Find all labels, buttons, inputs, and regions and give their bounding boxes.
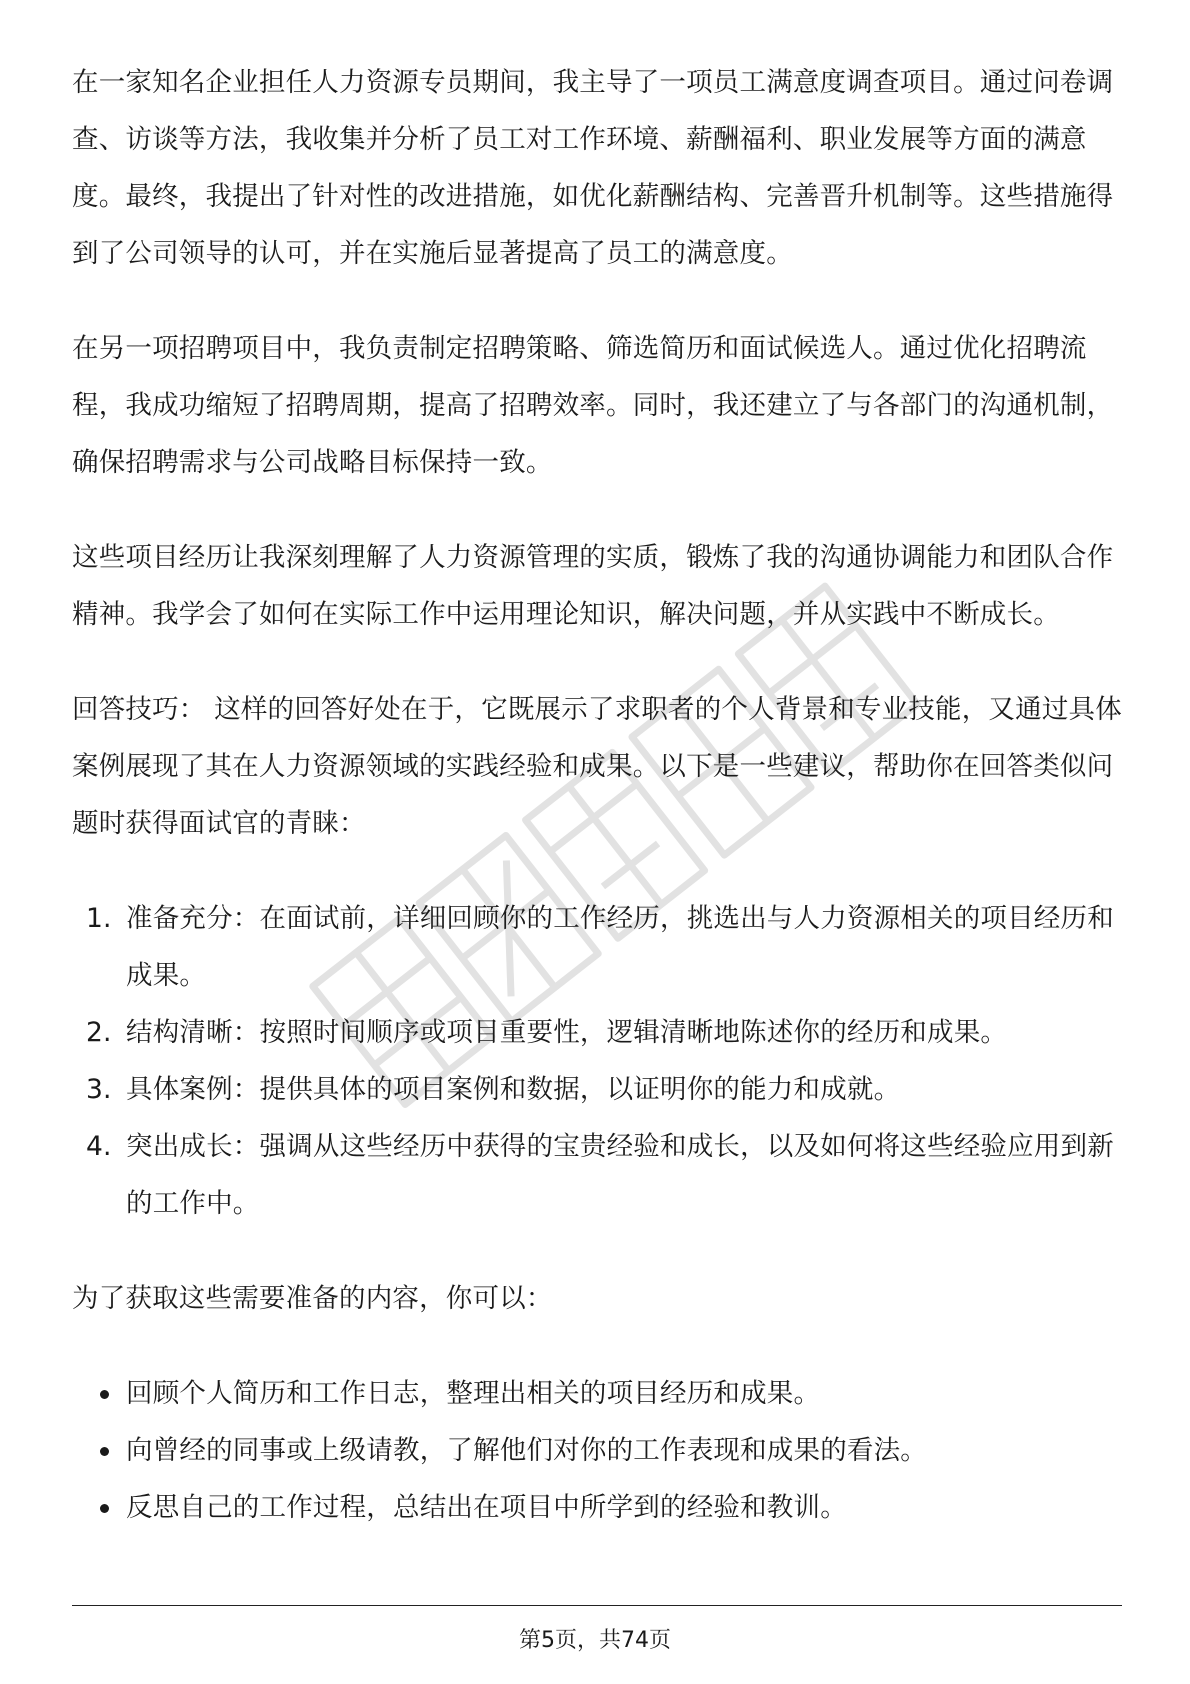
tips-numbered-list [72, 890, 1122, 1232]
bullet-icon [100, 1447, 109, 1456]
bullet-icon [100, 1390, 109, 1399]
list-item [72, 1061, 1122, 1118]
list-item-text: 具体案例：提供具体的项目案例和数据，以证明你的能力和成就。 [126, 1074, 901, 1105]
list-number: 2. [86, 1017, 112, 1048]
list-item-text: 向曾经的同事或上级请教，了解他们对你的工作表现和成果的看法。 [126, 1435, 927, 1466]
list-item-text: 准备充分：在面试前，详细回顾你的工作经历，挑选出与人力资源相关的项目经历和成果。 [126, 903, 1114, 991]
page-number: 第5页，共74页 [519, 1628, 671, 1653]
preparation-bullet-list [72, 1365, 1122, 1536]
paragraph-bullets-intro: 为了获取这些需要准备的内容，你可以： [72, 1283, 553, 1314]
list-item-text: 回顾个人简历和工作日志，整理出相关的项目经历和成果。 [126, 1378, 821, 1409]
paragraph-project-summary: 这些项目经历让我深刻理解了人力资源管理的实质，锻炼了我的沟通协调能力和团队合作精神。我学会了如何在实际工作中运用理论知识，解决问题，并从实践中不断成长。 [72, 542, 1114, 630]
list-item [72, 1004, 1122, 1061]
list-item-text: 结构清晰：按照时间顺序或项目重要性，逻辑清晰地陈述你的经历和成果。 [126, 1017, 1008, 1048]
list-item [72, 890, 1122, 1004]
list-number: 3. [86, 1074, 112, 1105]
list-item [72, 1365, 1122, 1422]
list-number: 1. [86, 903, 112, 934]
main-content [72, 54, 1122, 1574]
list-item-text: 反思自己的工作过程，总结出在项目中所学到的经验和教训。 [126, 1492, 847, 1523]
list-item [72, 1422, 1122, 1479]
list-item [72, 1118, 1122, 1232]
bullet-icon [100, 1504, 109, 1513]
paragraph-project-survey: 在一家知名企业担任人力资源专员期间，我主导了一项员工满意度调查项目。通过问卷调查、访谈等方法，我收集并分析了员工对工作环境、薪酬福利、职业发展等方面的满意度。最终，我提出了针对性的改进措施，如优化薪酬结构、完善晋升机制等。这些措施得到了公司领导的认可，并在实施后显著提高了员工的满意度。 [72, 67, 1114, 269]
paragraph-answer-tips: 回答技巧： 这样的回答好处在于，它既展示了求职者的个人背景和专业技能，又通过具体案例展现了其在人力资源领域的实践经验和成果。以下是一些建议，帮助你在回答类似问题时获得面试官的青睐： [72, 694, 1122, 839]
paragraph-project-recruit: 在另一项招聘项目中，我负责制定招聘策略、筛选简历和面试候选人。通过优化招聘流程，我成功缩短了招聘周期，提高了招聘效率。同时，我还建立了与各部门的沟通机制，确保招聘需求与公司战略目标保持一致。 [72, 333, 1114, 478]
list-item [72, 1479, 1122, 1536]
list-number: 4. [86, 1131, 112, 1162]
footer-divider [72, 1605, 1122, 1606]
list-item-text: 突出成长：强调从这些经历中获得的宝贵经验和成长，以及如何将这些经验应用到新的工作中。 [126, 1131, 1114, 1219]
